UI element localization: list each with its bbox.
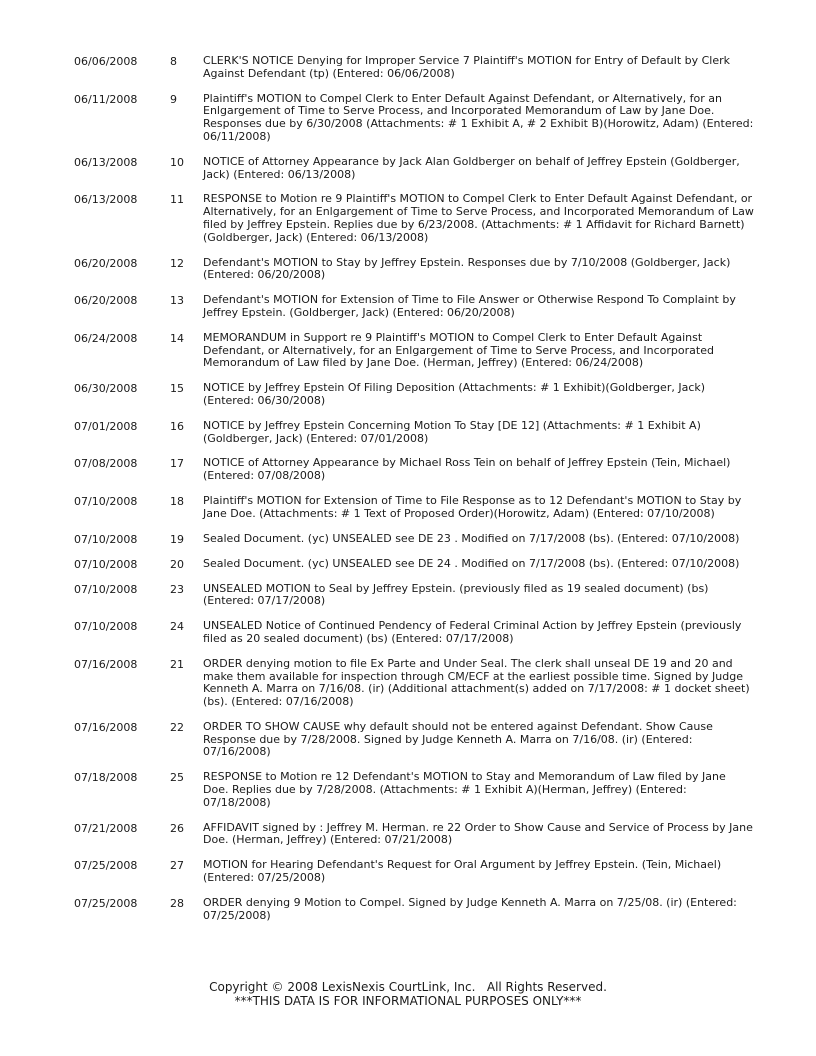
entry-date: 07/10/2008 bbox=[74, 557, 138, 571]
entry-number: 27 bbox=[170, 859, 184, 873]
entry-date: 06/06/2008 bbox=[74, 55, 138, 68]
entry-date: 06/24/2008 bbox=[74, 331, 138, 345]
docket-entry bbox=[74, 533, 754, 546]
docket-entry bbox=[74, 859, 754, 885]
entry-text: RESPONSE to Motion re 9 Plaintiff's MOTION to Compel Clerk to Enter Default Against Defendant, or Alternatively, for an Enlgargement of Time to Serve Process, and Incorporated Memorandum of Law filed by Jeffrey Epstein. Replies due by 6/23/2008. (Attachments: # 1 Affidavit for Richard Barnett)(Goldberger, Jack) (Entered: 06/13/2008) bbox=[203, 192, 754, 244]
entry-text: Plaintiff's MOTION for Extension of Time to File Response as to 12 Defendant's MOTION to Stay by Jane Doe. (Attachments: # 1 Text of Proposed Order)(Horowitz, Adam) (Entered: 07/10/2008) bbox=[203, 493, 742, 520]
page-footer bbox=[0, 980, 816, 1008]
entry-number: 26 bbox=[170, 821, 184, 835]
entry-number: 24 bbox=[170, 620, 184, 634]
entry-number: 8 bbox=[170, 55, 177, 68]
entry-text: MOTION for Hearing Defendant's Request for Oral Argument by Jeffrey Epstein. (Tein, Michael) (Entered: 07/25/2008) bbox=[203, 858, 722, 885]
docket-entry bbox=[74, 294, 754, 320]
docket-entry bbox=[74, 55, 754, 81]
docket-entry bbox=[74, 658, 754, 709]
entry-date: 07/10/2008 bbox=[74, 494, 138, 508]
docket-entry bbox=[74, 382, 754, 408]
entry-date: 06/20/2008 bbox=[74, 256, 138, 270]
docket-entry bbox=[74, 93, 754, 144]
entry-text: NOTICE by Jeffrey Epstein Of Filing Deposition (Attachments: # 1 Exhibit)(Goldberger, Jack) (Entered: 06/30/2008) bbox=[203, 381, 706, 407]
entry-number: 16 bbox=[170, 419, 184, 433]
docket-entry bbox=[74, 771, 754, 809]
docket-entries bbox=[74, 55, 754, 934]
entry-date: 07/21/2008 bbox=[74, 821, 138, 835]
entry-text: NOTICE of Attorney Appearance by Jack Alan Goldberger on behalf of Jeffrey Epstein (Goldberger, Jack) (Entered: 06/13/2008) bbox=[203, 154, 740, 181]
entry-date: 06/20/2008 bbox=[74, 294, 138, 308]
entry-number: 15 bbox=[170, 382, 184, 396]
entry-date: 07/10/2008 bbox=[74, 582, 138, 596]
entry-number: 20 bbox=[170, 557, 184, 571]
entry-text: AFFIDAVIT signed by : Jeffrey M. Herman. re 22 Order to Show Cause and Service of Process by Jane Doe. (Herman, Jeffrey) (Entered: 07/21/2008) bbox=[203, 820, 753, 847]
entry-text: Defendant's MOTION to Stay by Jeffrey Epstein. Responses due by 7/10/2008 (Goldberger, Jack) (Entered: 06/20/2008) bbox=[203, 255, 731, 282]
entry-number: 11 bbox=[170, 193, 184, 207]
entry-number: 19 bbox=[170, 532, 184, 546]
entry-date: 06/13/2008 bbox=[74, 193, 138, 207]
entry-number: 13 bbox=[170, 294, 184, 308]
entry-date: 07/16/2008 bbox=[74, 720, 138, 734]
docket-entry bbox=[74, 193, 754, 244]
entry-number: 9 bbox=[170, 92, 177, 106]
entry-date: 06/11/2008 bbox=[74, 92, 138, 106]
entry-number: 21 bbox=[170, 657, 184, 671]
entry-text: Sealed Document. (yc) UNSEALED see DE 24 . Modified on 7/17/2008 (bs). (Entered: 07/10/2008) bbox=[203, 556, 740, 570]
entry-text: ORDER TO SHOW CAUSE why default should not be entered against Defendant. Show Cause Response due by 7/28/2008. Signed by Judge Kenneth A. Marra on 7/16/08. (ir) (Entered: 07/16/2008) bbox=[203, 719, 713, 759]
entry-text: ORDER denying 9 Motion to Compel. Signed by Judge Kenneth A. Marra on 7/25/08. (ir) (Entered: 07/25/2008) bbox=[203, 895, 737, 922]
entry-date: 07/16/2008 bbox=[74, 657, 138, 671]
entry-text: UNSEALED Notice of Continued Pendency of Federal Criminal Action by Jeffrey Epstein (previously filed as 20 sealed document) (bs) (Entered: 07/17/2008) bbox=[203, 619, 742, 645]
docket-entry bbox=[74, 558, 754, 571]
docket-entry bbox=[74, 583, 754, 609]
entry-number: 18 bbox=[170, 494, 184, 508]
docket-entry bbox=[74, 721, 754, 759]
entry-text: NOTICE by Jeffrey Epstein Concerning Motion To Stay [DE 12] (Attachments: # 1 Exhibit A)(Goldberger, Jack) (Entered: 07/01/2008) bbox=[203, 418, 701, 445]
docket-entry bbox=[74, 822, 754, 848]
entry-text: Sealed Document. (yc) UNSEALED see DE 23 . Modified on 7/17/2008 (bs). (Entered: 07/10/2008) bbox=[203, 531, 740, 545]
entry-date: 07/10/2008 bbox=[74, 532, 138, 546]
entry-text: RESPONSE to Motion re 12 Defendant's MOTION to Stay and Memorandum of Law filed by Jane Doe. Replies due by 7/28/2008. (Attachments: # 1 Exhibit A)(Herman, Jeffrey) (Entered: 07/18/2008) bbox=[203, 770, 726, 809]
entry-text: Defendant's MOTION for Extension of Time to File Answer or Otherwise Respond To Complaint by Jeffrey Epstein. (Goldberger, Jack) (Entered: 06/20/2008) bbox=[203, 293, 736, 319]
informational-disclaimer: ***THIS DATA IS FOR INFORMATIONAL PURPOSES ONLY*** bbox=[234, 994, 582, 1008]
entry-number: 25 bbox=[170, 771, 184, 785]
entry-number: 12 bbox=[170, 256, 184, 270]
entry-date: 06/13/2008 bbox=[74, 155, 138, 169]
docket-entry bbox=[74, 257, 754, 283]
docket-entry bbox=[74, 457, 754, 483]
docket-entry bbox=[74, 420, 754, 446]
entry-number: 28 bbox=[170, 896, 184, 910]
entry-date: 07/18/2008 bbox=[74, 771, 138, 785]
docket-entry bbox=[74, 620, 754, 646]
entry-date: 06/30/2008 bbox=[74, 382, 138, 396]
docket-entry bbox=[74, 156, 754, 182]
entry-number: 17 bbox=[170, 457, 184, 471]
entry-date: 07/01/2008 bbox=[74, 419, 138, 433]
docket-entry bbox=[74, 897, 754, 923]
entry-text: UNSEALED MOTION to Seal by Jeffrey Epstein. (previously filed as 19 sealed document) (bs) (Entered: 07/17/2008) bbox=[203, 581, 709, 608]
copyright-notice: Copyright © 2008 LexisNexis CourtLink, Inc. All Rights Reserved. bbox=[209, 980, 607, 994]
entry-number: 14 bbox=[170, 331, 184, 345]
entry-text: MEMORANDUM in Support re 9 Plaintiff's MOTION to Compel Clerk to Enter Default Against Defendant, or Alternatively, for an Enlgargement of Time to Serve Process, and Incorporated Memorandum of Law filed by Jane Doe. (Herman, Jeffrey) (Entered: 06/24/2008) bbox=[203, 330, 714, 370]
entry-date: 07/08/2008 bbox=[74, 457, 138, 471]
docket-entry bbox=[74, 332, 754, 370]
entry-date: 07/25/2008 bbox=[74, 859, 138, 873]
entry-number: 23 bbox=[170, 582, 184, 596]
entry-text: NOTICE of Attorney Appearance by Michael Ross Tein on behalf of Jeffrey Epstein (Tein, Michael) (Entered: 07/08/2008) bbox=[203, 456, 731, 483]
entry-date: 07/10/2008 bbox=[74, 620, 138, 634]
docket-entry bbox=[74, 495, 754, 521]
entry-number: 10 bbox=[170, 155, 184, 169]
entry-text: CLERK'S NOTICE Denying for Improper Service 7 Plaintiff's MOTION for Entry of Default by Clerk Against Defendant (tp) (Entered: 06/06/2008) bbox=[203, 54, 731, 80]
entry-text: ORDER denying motion to file Ex Parte and Under Seal. The clerk shall unseal DE 19 and 20 and make them available for inspection through CM/ECF at the earliest possible time. Signed by Judge Kenneth A. Marra on 7/16/08. (ir) (Additional attachment(s) added on 7/17/2008: # 1 docket sheet) (bs). (Entered: 07/16/2008) bbox=[203, 656, 750, 709]
entry-text: Plaintiff's MOTION to Compel Clerk to Enter Default Against Defendant, or Alternatively, for an Enlgargement of Time to Serve Process, and Incorporated Memorandum of Law by Jane Doe. Responses due by 6/30/2008 (Attachments: # 1 Exhibit A, # 2 Exhibit B)(Horowitz, Adam) (Entered: 06/11/2008) bbox=[203, 91, 754, 143]
entry-date: 07/25/2008 bbox=[74, 896, 138, 910]
entry-number: 22 bbox=[170, 720, 184, 734]
